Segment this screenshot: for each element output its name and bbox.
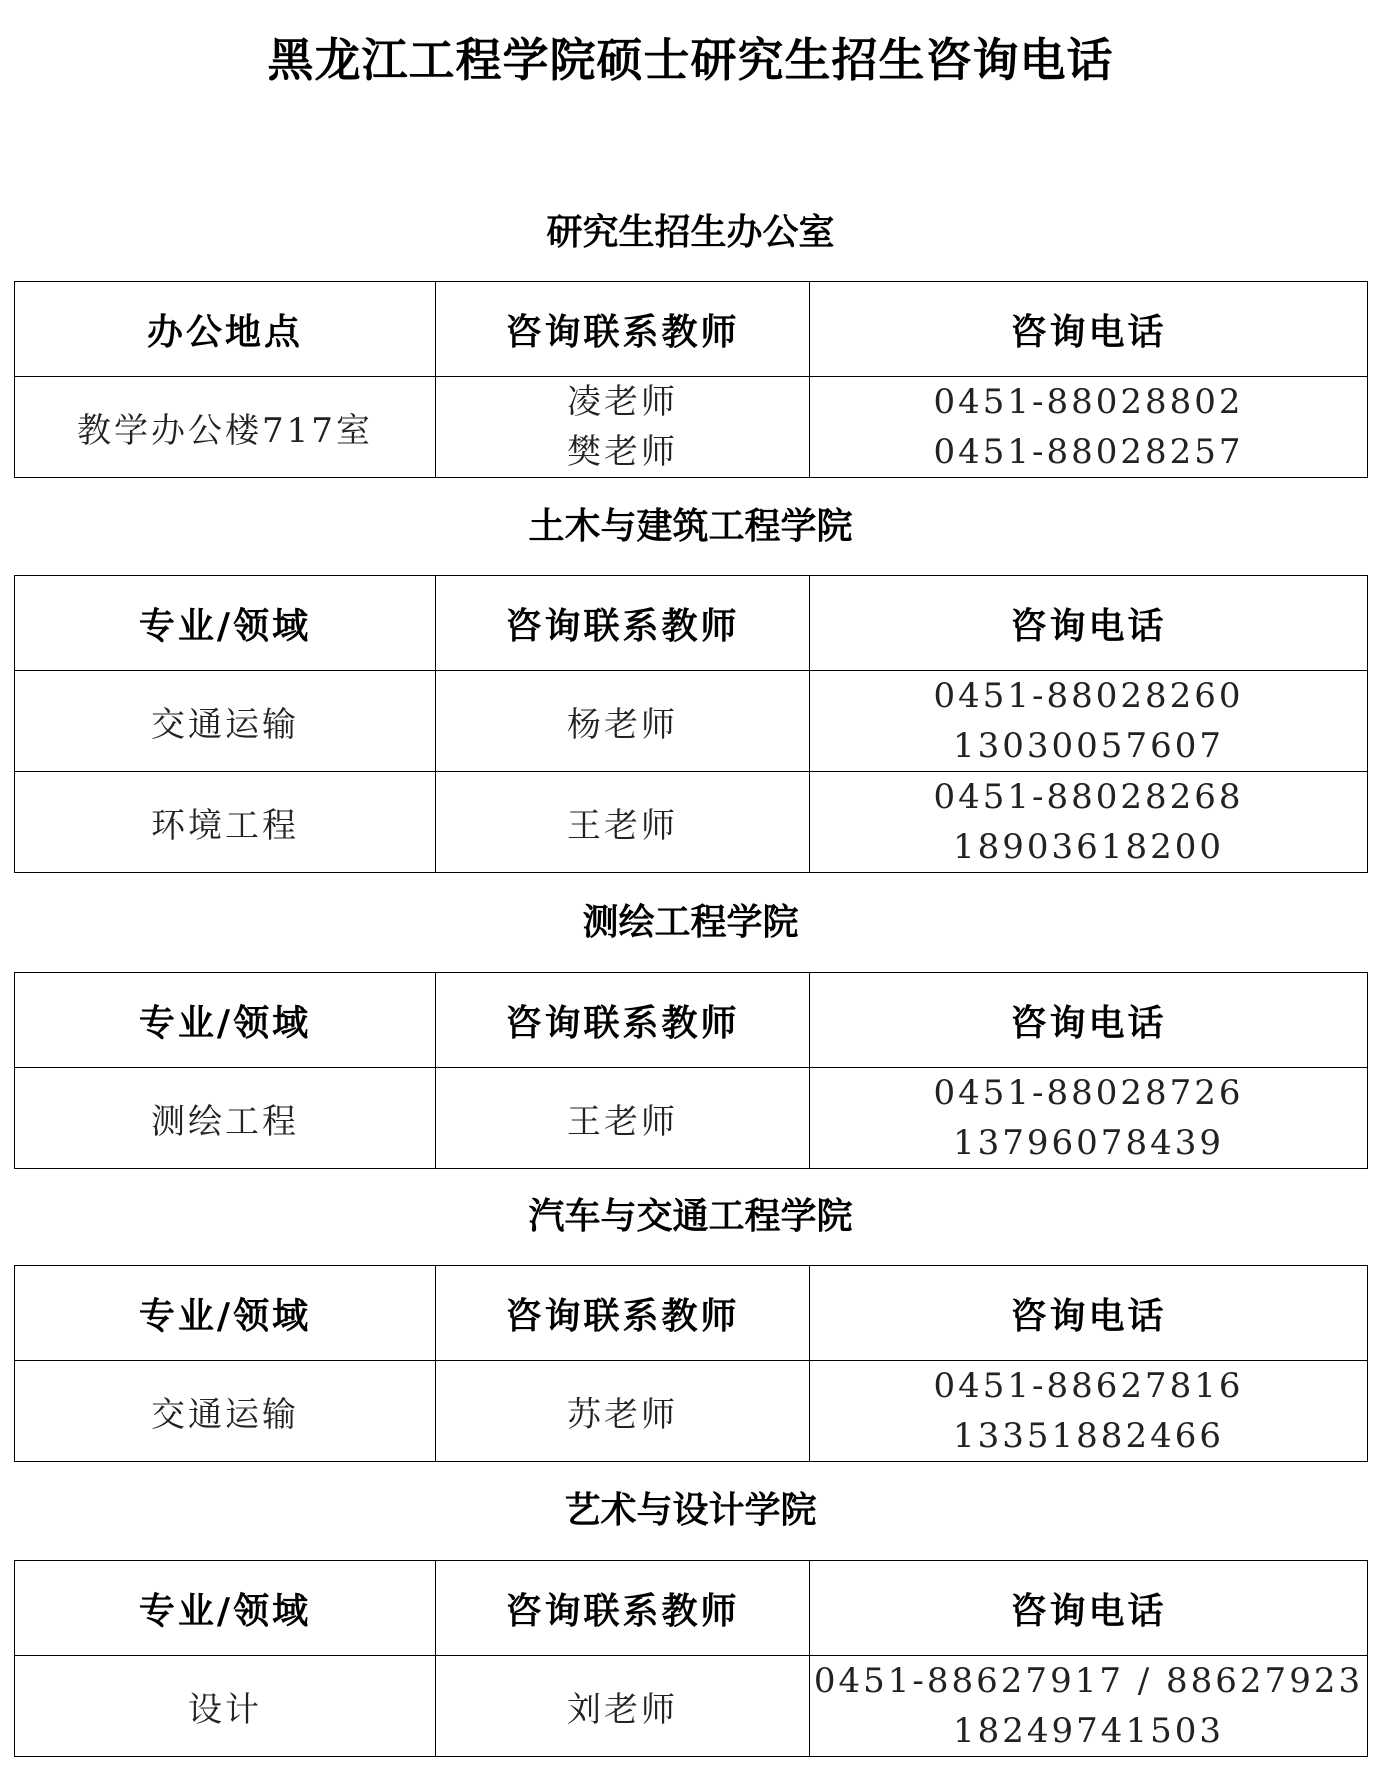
header-phone: 咨询电话 — [810, 576, 1368, 671]
teacher-name: 凌老师 — [567, 382, 678, 422]
table-row — [15, 671, 1368, 772]
automotive-transport-table — [14, 1265, 1368, 1462]
header-phone: 咨询电话 — [810, 973, 1368, 1068]
header-phone: 咨询电话 — [810, 1561, 1368, 1656]
header-teacher: 咨询联系教师 — [436, 1266, 810, 1361]
table-header-row — [15, 576, 1368, 671]
header-field: 专业/领域 — [15, 973, 436, 1068]
teacher-cell — [436, 377, 810, 478]
phone-number: 0451-88627917 / 88627923 — [813, 1661, 1364, 1701]
header-phone: 咨询电话 — [810, 1266, 1368, 1361]
phone-cell — [810, 671, 1368, 772]
table-header-row — [15, 1266, 1368, 1361]
phone-number: 18249741503 — [953, 1711, 1224, 1751]
phone-number: 0451-88028802 — [933, 382, 1244, 422]
teacher-cell: 苏老师 — [436, 1361, 810, 1462]
field-cell: 交通运输 — [15, 1361, 436, 1462]
field-cell: 设计 — [15, 1656, 436, 1757]
surveying-table — [14, 972, 1368, 1169]
civil-architecture-table — [14, 575, 1368, 873]
phone-number: 0451-88627816 — [933, 1366, 1244, 1406]
table-row — [15, 1068, 1368, 1169]
teacher-cell: 刘老师 — [436, 1656, 810, 1757]
phone-number: 13030057607 — [953, 726, 1224, 766]
teacher-cell: 杨老师 — [436, 671, 810, 772]
header-phone: 咨询电话 — [810, 282, 1368, 377]
header-field: 专业/领域 — [15, 1561, 436, 1656]
phone-cell — [810, 772, 1368, 873]
phone-cell — [810, 377, 1368, 478]
table-row — [15, 1361, 1368, 1462]
header-location: 办公地点 — [15, 282, 436, 377]
table-row — [15, 377, 1368, 478]
phone-number: 0451-88028257 — [933, 432, 1244, 472]
table-header-row — [15, 973, 1368, 1068]
field-cell: 环境工程 — [15, 772, 436, 873]
section-title-civil-architecture: 土木与建筑工程学院 — [528, 506, 853, 547]
phone-number: 0451-88028726 — [933, 1073, 1244, 1113]
section-title-automotive-transport: 汽车与交通工程学院 — [528, 1196, 853, 1237]
field-cell: 测绘工程 — [15, 1068, 436, 1169]
art-design-table — [14, 1560, 1368, 1757]
table-row — [15, 772, 1368, 873]
admissions-office-table — [14, 281, 1368, 478]
table-row — [15, 1656, 1368, 1757]
phone-number: 13351882466 — [953, 1416, 1224, 1456]
teacher-cell: 王老师 — [436, 1068, 810, 1169]
location-cell: 教学办公楼717室 — [15, 377, 436, 478]
header-teacher: 咨询联系教师 — [436, 1561, 810, 1656]
section-title-art-design: 艺术与设计学院 — [564, 1490, 817, 1531]
header-teacher: 咨询联系教师 — [436, 282, 810, 377]
header-teacher: 咨询联系教师 — [436, 973, 810, 1068]
page-title: 黑龙江工程学院硕士研究生招生咨询电话 — [267, 33, 1114, 87]
teacher-cell: 王老师 — [436, 772, 810, 873]
section-title-surveying: 测绘工程学院 — [582, 902, 799, 943]
section-title-admissions-office: 研究生招生办公室 — [546, 212, 835, 253]
phone-number: 13796078439 — [953, 1123, 1224, 1163]
header-field: 专业/领域 — [15, 576, 436, 671]
phone-cell — [810, 1656, 1368, 1757]
header-teacher: 咨询联系教师 — [436, 576, 810, 671]
table-header-row — [15, 282, 1368, 377]
phone-cell — [810, 1068, 1368, 1169]
phone-number: 0451-88028260 — [933, 676, 1244, 716]
phone-number: 18903618200 — [953, 827, 1224, 867]
header-field: 专业/领域 — [15, 1266, 436, 1361]
phone-number: 0451-88028268 — [933, 777, 1244, 817]
phone-cell — [810, 1361, 1368, 1462]
table-header-row — [15, 1561, 1368, 1656]
teacher-name: 樊老师 — [567, 432, 678, 472]
field-cell: 交通运输 — [15, 671, 436, 772]
